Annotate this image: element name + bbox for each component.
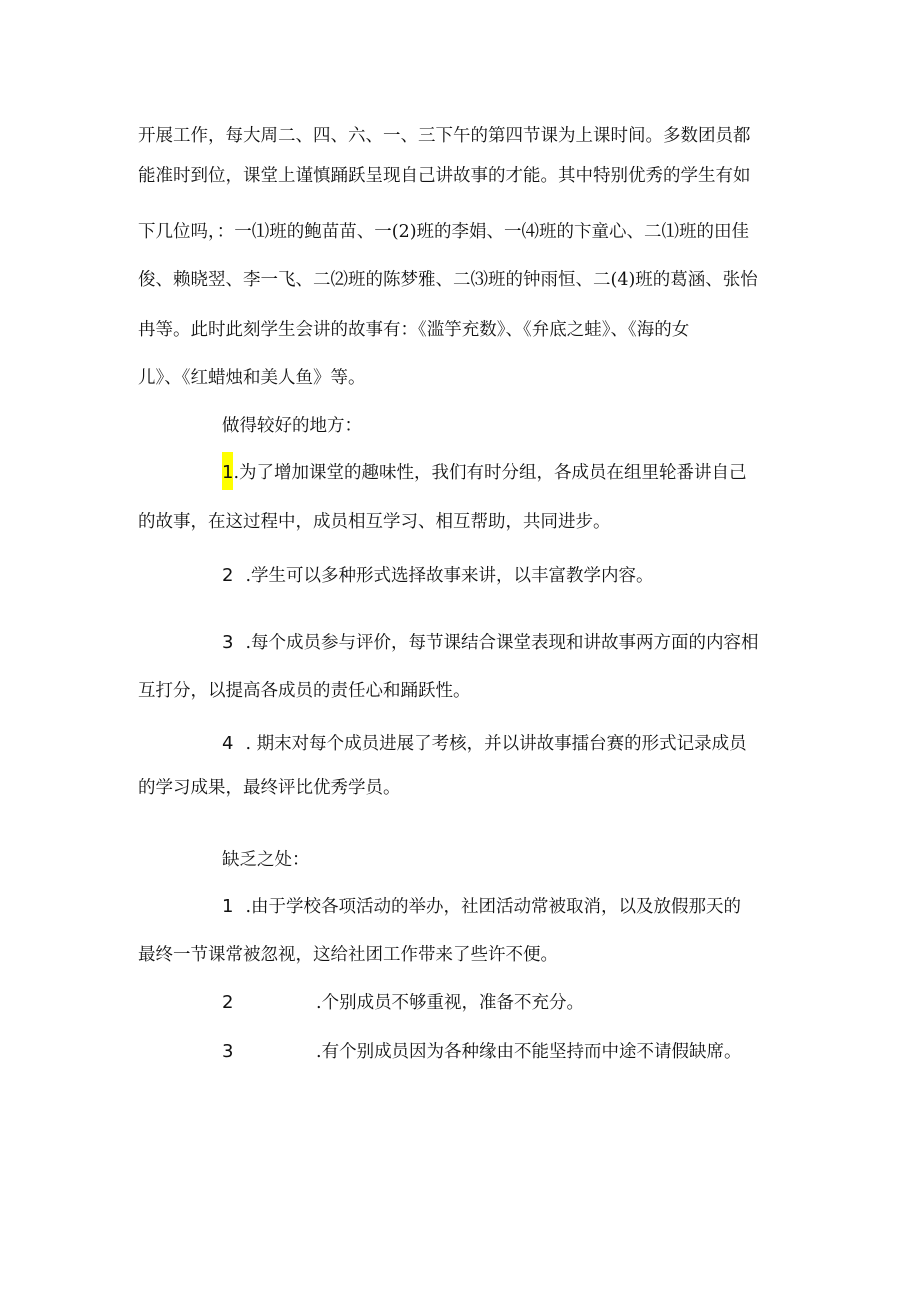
strength-item-2-text: .学生可以多种形式选择故事来讲，以丰富教学内容。	[245, 566, 654, 586]
strength-item-1-number: 1	[222, 452, 233, 490]
weakness-item-1-line-2: 最终一节课常被忽视，这给社团工作带来了些许不便。	[138, 945, 558, 965]
strength-item-1-text: .为了增加课堂的趣味性，我们有时分组，各成员在组里轮番讲自己	[233, 463, 747, 483]
strength-item-3-text: .每个成员参与评价，每节课结合课堂表现和讲故事两方面的内容相	[245, 633, 759, 653]
intro-line-1: 开展工作，每大周二、四、六、一、三下午的第四节课为上课时间。多数团员都	[138, 126, 751, 146]
strength-item-2-number: 2	[222, 565, 234, 586]
strength-item-4-line-2: 的学习成果，最终评比优秀学员。	[138, 778, 401, 798]
intro-line-4: 俊、赖晓翌、李一飞、二⑵班的陈梦雅、二⑶班的钟雨恒、二(4)班的葛涵、张怡	[138, 270, 758, 290]
weakness-item-1-number: 1	[222, 896, 234, 917]
strength-item-3-number: 3	[222, 632, 234, 653]
weakness-item-2-text: .个别成员不够重视，准备不充分。	[316, 993, 585, 1013]
weakness-item-1-line-1	[222, 889, 741, 925]
strength-item-2-line-1	[222, 558, 654, 594]
intro-line-3: 下几位吗，：一⑴班的鲍苗苗、一(2)班的李娟、一⑷班的卞童心、二⑴班的田佳	[138, 222, 750, 242]
strength-item-3-line-1	[222, 625, 759, 661]
strength-item-4-line-1	[222, 726, 747, 762]
strength-item-4-number: 4	[222, 733, 234, 754]
strength-item-4-text: . 期末对每个成员进展了考核，并以讲故事擂台赛的形式记录成员	[245, 734, 747, 754]
strength-item-3-line-2: 互打分，以提高各成员的责任心和踊跃性。	[138, 681, 471, 701]
weakness-item-2-number: 2	[222, 992, 234, 1013]
intro-line-2: 能准时到位，课堂上谨慎踊跃呈现自己讲故事的才能。其中特别优秀的学生有如	[138, 166, 751, 186]
weakness-item-3-text: .有个别成员因为各种缘由不能坚持而中途不请假缺席。	[316, 1042, 742, 1062]
weaknesses-heading: 缺乏之处：	[222, 850, 310, 870]
weakness-item-2-line-1	[222, 985, 233, 1021]
weakness-item-3-number: 3	[222, 1041, 234, 1062]
strength-item-1-line-2: 的故事，在这过程中，成员相互学习、相互帮助，共同进步。	[138, 512, 611, 532]
strength-item-1-line-1	[222, 452, 747, 491]
intro-line-5: 冉等。此时此刻学生会讲的故事有：《滥竽充数》、《弁底之蛙》、《海的女	[138, 320, 690, 340]
weakness-item-1-text: .由于学校各项活动的举办，社团活动常被取消，以及放假那天的	[245, 897, 742, 917]
strengths-heading: 做得较好的地方：	[222, 416, 362, 436]
weakness-item-3-line-1	[222, 1034, 233, 1070]
intro-line-6: 儿》、《红蜡烛和美人鱼》等。	[138, 368, 366, 388]
